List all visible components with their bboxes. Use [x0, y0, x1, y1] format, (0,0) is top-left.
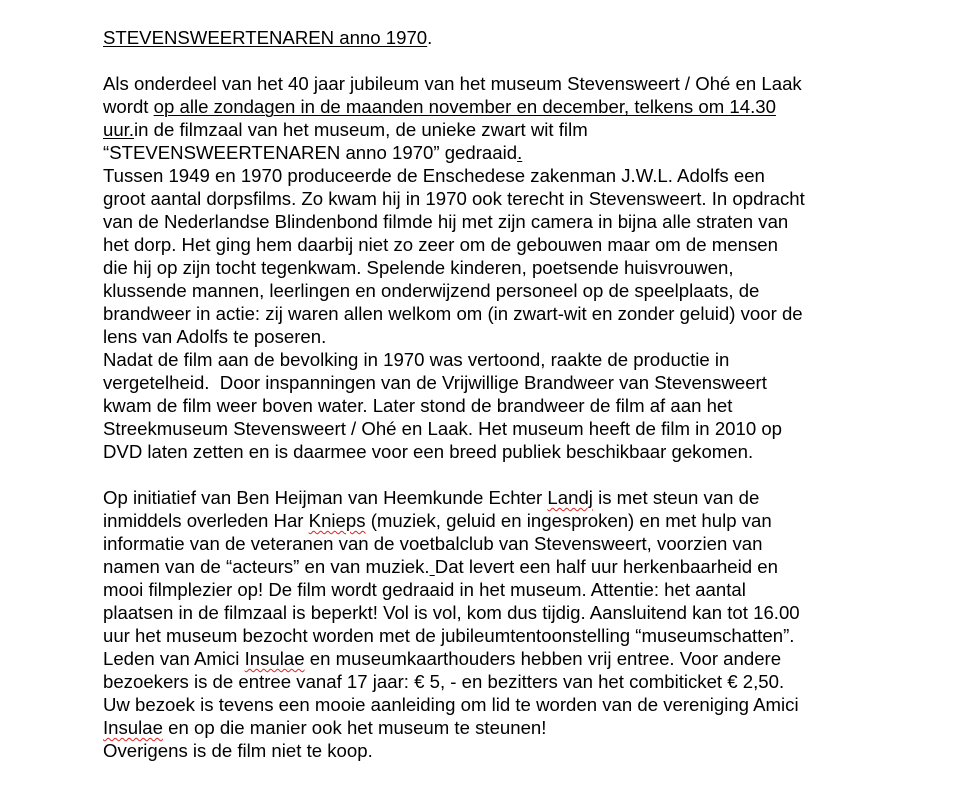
text-line: Als onderdeel van het 40 jaar jubileum van het museum Stevensweert / Ohé en Laak: [103, 73, 802, 94]
text-line: lens van Adolfs te poseren.: [103, 326, 327, 347]
text-span: Leden van Amici: [103, 648, 245, 669]
blank-line: [103, 463, 893, 486]
text-line: groot aantal dorpsfilms. Zo kwam hij in 1970 ook terecht in Stevensweert. In opdracht: [103, 188, 805, 209]
text-line: [103, 118, 893, 141]
text-line: [103, 141, 893, 164]
text-line: van de Nederlandse Blindenbond filmde hij met zijn camera in bijna alle straten van: [103, 211, 789, 232]
text-line: Uw bezoek is tevens een mooie aanleiding om lid te worden van de vereniging Amici: [103, 694, 799, 715]
title-period: .: [427, 27, 433, 48]
text-span: “STEVENSWEERTENAREN anno 1970” gedraaid: [103, 142, 518, 163]
spellcheck-flagged-word[interactable]: Knieps: [308, 510, 366, 531]
text-line: [103, 95, 893, 118]
underlined-schedule: uur.: [103, 119, 135, 140]
text-span: inmiddels overleden Har: [103, 510, 309, 531]
text-line: [103, 647, 893, 670]
text-span: in de filmzaal van het museum, de unieke zwart wit film: [134, 119, 588, 140]
blank-line: [103, 49, 893, 72]
underlined-period: .: [517, 142, 523, 163]
text-line: [103, 716, 893, 739]
text-line: informatie van de veteranen van de voetbalclub van Stevensweert, voorzien van: [103, 533, 763, 554]
paragraph-2: [103, 486, 893, 762]
text-line: [103, 486, 893, 509]
text-line: kwam de film weer boven water. Later stond de brandweer de film af aan het: [103, 395, 733, 416]
text-line: [103, 509, 893, 532]
document-title: STEVENSWEERTENAREN anno 1970: [103, 27, 428, 48]
spellcheck-flagged-word[interactable]: Insulae: [244, 648, 305, 669]
text-span: Op initiatief van Ben Heijman van Heemkunde Echter: [103, 487, 548, 508]
text-span: Dat levert een half uur herkenbaarheid en: [434, 556, 778, 577]
text-line: Overigens is de film niet te koop.: [103, 740, 373, 761]
document-title-line: [103, 26, 893, 49]
text-span: (muziek, geluid en ingesproken) en met hulp van: [365, 510, 772, 531]
text-span: wordt: [103, 96, 154, 117]
spellcheck-flagged-word[interactable]: Landj: [547, 487, 593, 508]
document-body: [103, 26, 893, 762]
text-span: en museumkaarthouders hebben vrij entree. Voor andere: [304, 648, 782, 669]
text-line: brandweer in actie: zij waren allen welkom om (in zwart-wit en zonder geluid) voor de: [103, 303, 803, 324]
text-span: is met steun van de: [592, 487, 760, 508]
text-line: Streekmuseum Stevensweert / Ohé en Laak. Het museum heeft de film in 2010 op: [103, 418, 783, 439]
text-span: en op die manier ook het museum te steunen!: [162, 717, 547, 738]
paragraph-1: [103, 72, 893, 463]
text-line: het dorp. Het ging hem daarbij niet zo zeer om de gebouwen maar om de mensen: [103, 234, 778, 255]
text-line: Tussen 1949 en 1970 produceerde de Enschedese zakenman J.W.L. Adolfs een: [103, 165, 765, 186]
text-line: mooi filmplezier op! De film wordt gedraaid in het museum. Attentie: het aantal: [103, 579, 746, 600]
text-line: DVD laten zetten en is daarmee voor een breed publiek beschikbaar gekomen.: [103, 441, 754, 462]
text-line: klussende mannen, leerlingen en onderwijzend personeel op de speelplaats, de: [103, 280, 760, 301]
underlined-schedule: op alle zondagen in de maanden november en december, telkens om 14.30: [153, 96, 776, 117]
text-line: die hij op zijn tocht tegenkwam. Spelende kinderen, poetsende huisvrouwen,: [103, 257, 734, 278]
text-line: uur het museum bezocht worden met de jubileumtentoonstelling “museumschatten”.: [103, 625, 795, 646]
text-span: namen van de “acteurs” en van muziek.: [103, 556, 430, 577]
text-line: bezoekers is de entree vanaf 17 jaar: € 5, - en bezitters van het combiticket € 2,50.: [103, 671, 785, 692]
text-line: Nadat de film aan de bevolking in 1970 was vertoond, raakte de productie in: [103, 349, 730, 370]
text-line: plaatsen in de filmzaal is beperkt! Vol is vol, kom dus tijdig. Aansluitend kan tot 16.00: [103, 602, 800, 623]
text-line: vergetelheid. Door inspanningen van de Vrijwillige Brandweer van Stevensweert: [103, 372, 767, 393]
text-line: [103, 555, 893, 578]
spellcheck-flagged-word[interactable]: Insulae: [103, 717, 163, 738]
